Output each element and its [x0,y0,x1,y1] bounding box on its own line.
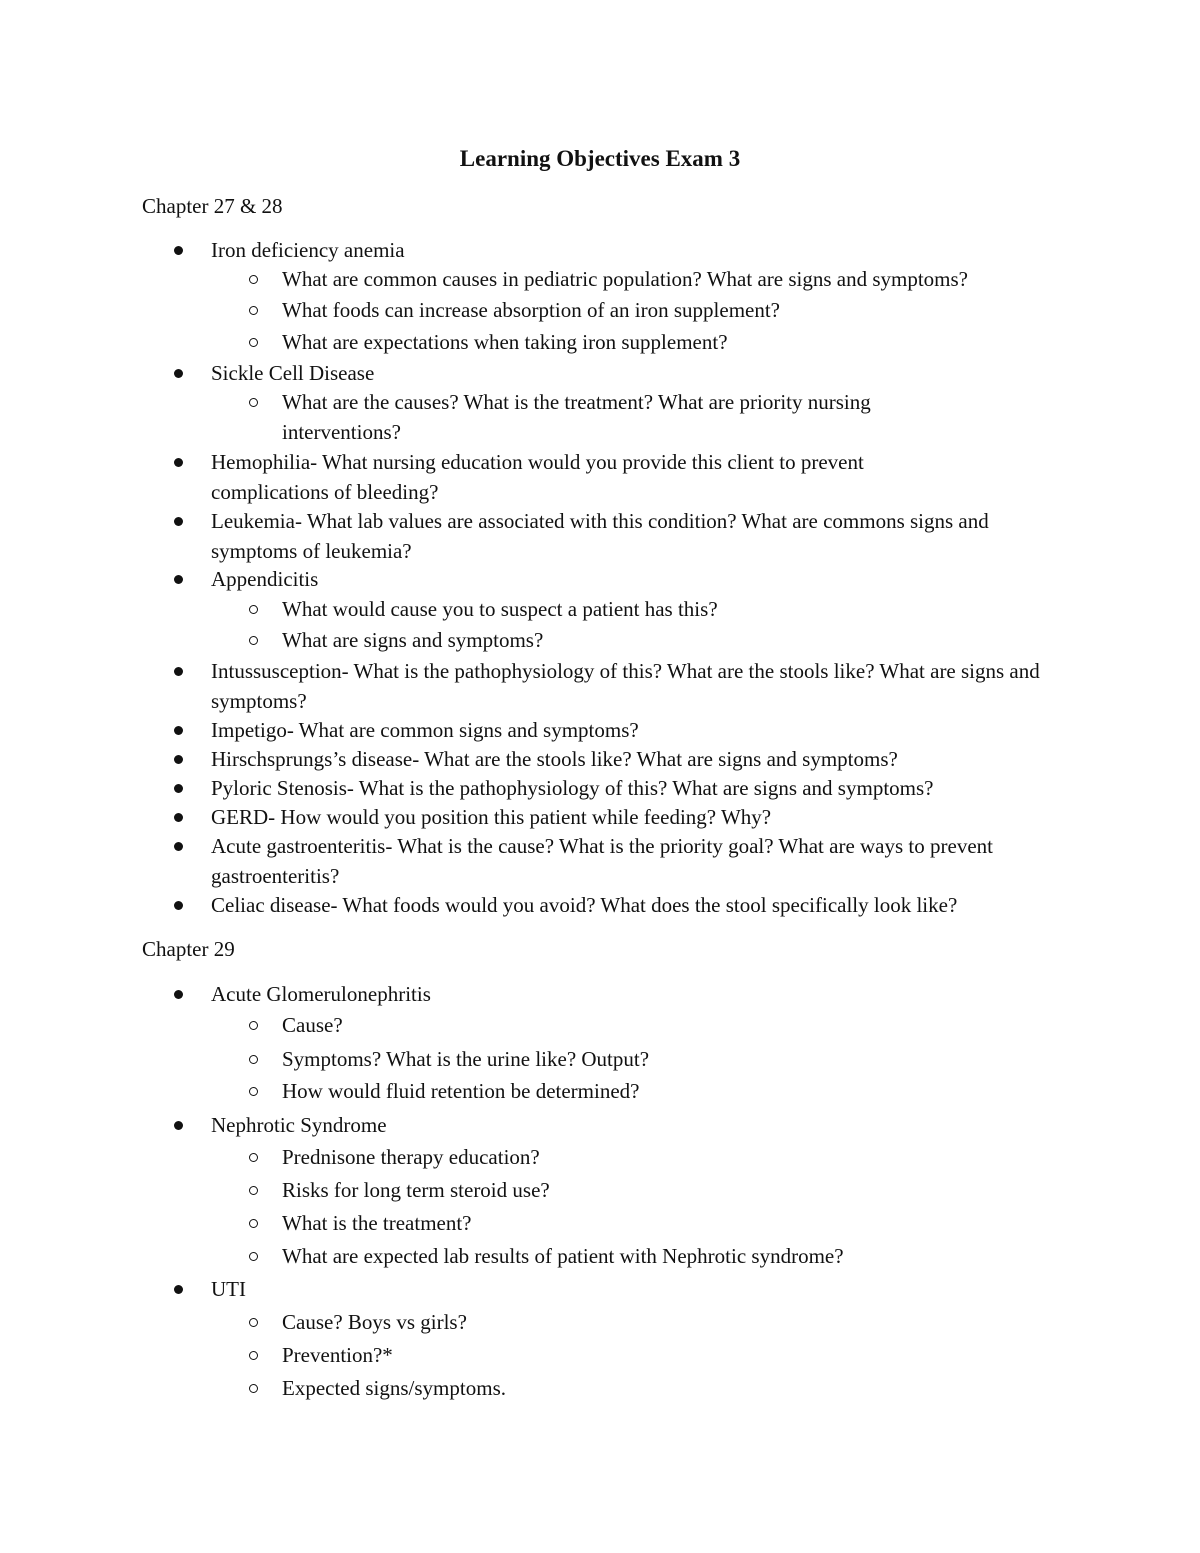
circle-bullet-icon [249,1021,258,1030]
list-item: Intussusception- What is the pathophysiology of this? What are the stools like? What are signs and symptoms? [211,657,1071,716]
bullet-icon [174,667,183,676]
circle-bullet-icon [249,1219,258,1228]
sub-list-item: What is the treatment? [282,1209,1072,1239]
list-item: Appendicitis [211,565,1071,595]
list-item: Acute gastroenteritis- What is the cause? What is the priority goal? What are ways to prevent gastroenteritis? [211,832,1041,891]
bullet-icon [174,517,183,526]
bullet-icon [174,1285,183,1294]
sub-list-item: Prevention?* [282,1341,1072,1371]
circle-bullet-icon [249,306,258,315]
list-item: Iron deficiency anemia [211,236,1071,266]
circle-bullet-icon [249,338,258,347]
document-title: Learning Objectives Exam 3 [459,146,741,171]
list-item: Hemophilia- What nursing education would you provide this client to prevent complications of bleeding? [211,448,971,507]
list-item: UTI [211,1275,1071,1305]
circle-bullet-icon [249,1153,258,1162]
circle-bullet-icon [249,605,258,614]
list-item: Leukemia- What lab values are associated with this condition? What are commons signs and symptoms of leukemia? [211,507,1071,566]
list-item: Nephrotic Syndrome [211,1111,1071,1141]
circle-bullet-icon [249,1087,258,1096]
sub-list-item: How would fluid retention be determined? [282,1077,1072,1107]
bullet-icon [174,458,183,467]
sub-list-item: What are signs and symptoms? [282,626,1072,656]
circle-bullet-icon [249,1055,258,1064]
bullet-icon [174,1121,183,1130]
circle-bullet-icon [249,275,258,284]
sub-list-item: Prednisone therapy education? [282,1143,1072,1173]
circle-bullet-icon [249,1186,258,1195]
circle-bullet-icon [249,636,258,645]
sub-list-item: What are the causes? What is the treatment? What are priority nursing interventions? [282,388,962,447]
bullet-icon [174,246,183,255]
sub-list-item: Cause? Boys vs girls? [282,1308,1072,1338]
circle-bullet-icon [249,398,258,407]
circle-bullet-icon [249,1384,258,1393]
sub-list-item: What foods can increase absorption of an iron supplement? [282,296,1072,326]
sub-list-item: Symptoms? What is the urine like? Output? [282,1045,1072,1075]
sub-list-item: What are common causes in pediatric population? What are signs and symptoms? [282,265,1072,295]
section-heading: Chapter 27 & 28 [142,194,283,218]
bullet-icon [174,369,183,378]
list-item: Acute Glomerulonephritis [211,980,1071,1010]
list-item: Pyloric Stenosis- What is the pathophysiology of this? What are signs and symptoms? [211,774,1071,804]
sub-list-item: What are expectations when taking iron supplement? [282,328,1072,358]
list-item: Sickle Cell Disease [211,359,1071,389]
sub-list-item: What would cause you to suspect a patient has this? [282,595,1072,625]
bullet-icon [174,990,183,999]
list-item: Celiac disease- What foods would you avoid? What does the stool specifically look like? [211,891,1071,921]
bullet-icon [174,784,183,793]
list-item: Impetigo- What are common signs and symptoms? [211,716,1071,746]
bullet-icon [174,901,183,910]
bullet-icon [174,755,183,764]
bullet-icon [174,813,183,822]
list-item: Hirschsprungs’s disease- What are the stools like? What are signs and symptoms? [211,745,1071,775]
sub-list-item: Risks for long term steroid use? [282,1176,1072,1206]
sub-list-item: What are expected lab results of patient with Nephrotic syndrome? [282,1242,1072,1272]
bullet-icon [174,575,183,584]
sub-list-item: Expected signs/symptoms. [282,1374,1072,1404]
circle-bullet-icon [249,1351,258,1360]
section-heading: Chapter 29 [142,937,235,961]
bullet-icon [174,842,183,851]
circle-bullet-icon [249,1252,258,1261]
circle-bullet-icon [249,1318,258,1327]
list-item: GERD- How would you position this patient while feeding? Why? [211,803,1071,833]
sub-list-item: Cause? [282,1011,1072,1041]
bullet-icon [174,726,183,735]
